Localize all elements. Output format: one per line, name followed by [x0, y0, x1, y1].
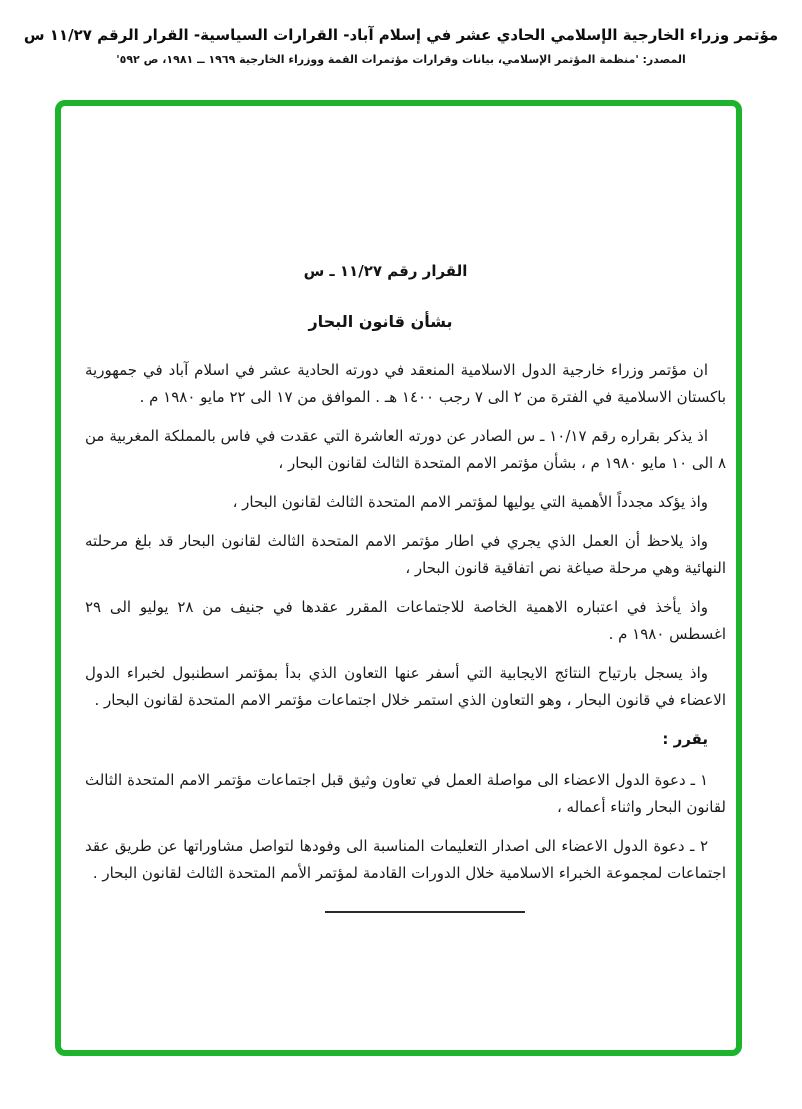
paragraph-noting: واذ يلاحظ أن العمل الذي يجري في اطار مؤتمر الامم المتحدة الثالث لقانون البحار قد بلغ مرحلته النهائية وهي مرحلة صياغة نص اتفاقية قانون البحار ،: [85, 532, 726, 577]
operative-item-1: ١ ـ دعوة الدول الاعضاء الى مواصلة العمل في تعاون وثيق قبل اجتماعات مؤتمر الامم المتحدة الثالث لقانون البحار واثناء أعماله ،: [85, 771, 726, 816]
decides-label: يقرر :: [662, 730, 708, 748]
document-highlight-frame: [55, 100, 742, 1056]
operative-item-2: ٢ ـ دعوة الدول الاعضاء الى اصدار التعليمات المناسبة الى وفودها لتواصل مشاوراتها عن طريق عقد اجتماعات لمجموعة الخبراء الاسلامية خلال الدورات القادمة لمؤتمر الأمم المتحدة الثالث لقانون البحار .: [85, 837, 726, 882]
citation-source: المصدر: 'منظمة المؤتمر الإسلامي، بيانات وقرارات مؤتمرات القمة ووزراء الخارجية ١٩٦٩ ــ ١٩٨١، ص ٥٩٢': [116, 53, 686, 66]
paragraph-preamble: ان مؤتمر وزراء خارجية الدول الاسلامية المنعقد في دورته الحادية عشر في اسلام آباد في جمهورية باكستان الاسلامية في الفترة من ٢ الى ٧ رجب ١٤٠٠ هـ . الموافق من ١٧ الى ٢٢ مايو ١٩٨٠ م .: [85, 361, 726, 406]
document-body: [61, 106, 736, 1050]
resolution-subject-title: بشأن قانون البحار: [308, 312, 453, 331]
resolution-number-title: القرار رقم ١١/٢٧ ـ س: [303, 262, 468, 280]
paragraph-recalling: اذ يذكر بقراره رقم ١٠/١٧ ـ س الصادر عن دورته العاشرة التي عقدت في فاس بالمملكة المغربية من ٨ الى ١٠ مايو ١٩٨٠ م ، بشأن مؤتمر الامم المتحدة الثالث لقانون البحار ،: [85, 427, 726, 472]
paragraph-considering: واذ يأخذ في اعتباره الاهمية الخاصة للاجتماعات المقرر عقدها في جنيف من ٢٨ يوليو الى ٢٩ اغسطس ١٩٨٠ م .: [85, 598, 726, 643]
citation-title: مؤتمر وزراء الخارجية الإسلامي الحادي عشر في إسلام آباد- القرارات السياسية- القرار الرقم ١١/٢٧ س: [23, 26, 779, 44]
citation-header: [0, 26, 802, 66]
paragraph-reaffirming: واذ يؤكد مجدداً الأهمية التي يوليها لمؤتمر الامم المتحدة الثالث لقانون البحار ،: [232, 493, 708, 511]
end-divider-line: [325, 911, 525, 913]
paragraph-recording: واذ يسجل بارتياح النتائج الايجابية التي أسفر عنها التعاون الذي بدأ بمؤتمر اسطنبول لخبراء الدول الاعضاء في قانون البحار ، وهو التعاون الذي استمر خلال اجتماعات مؤتمر الامم المتحدة لقانون البحار .: [85, 664, 726, 709]
